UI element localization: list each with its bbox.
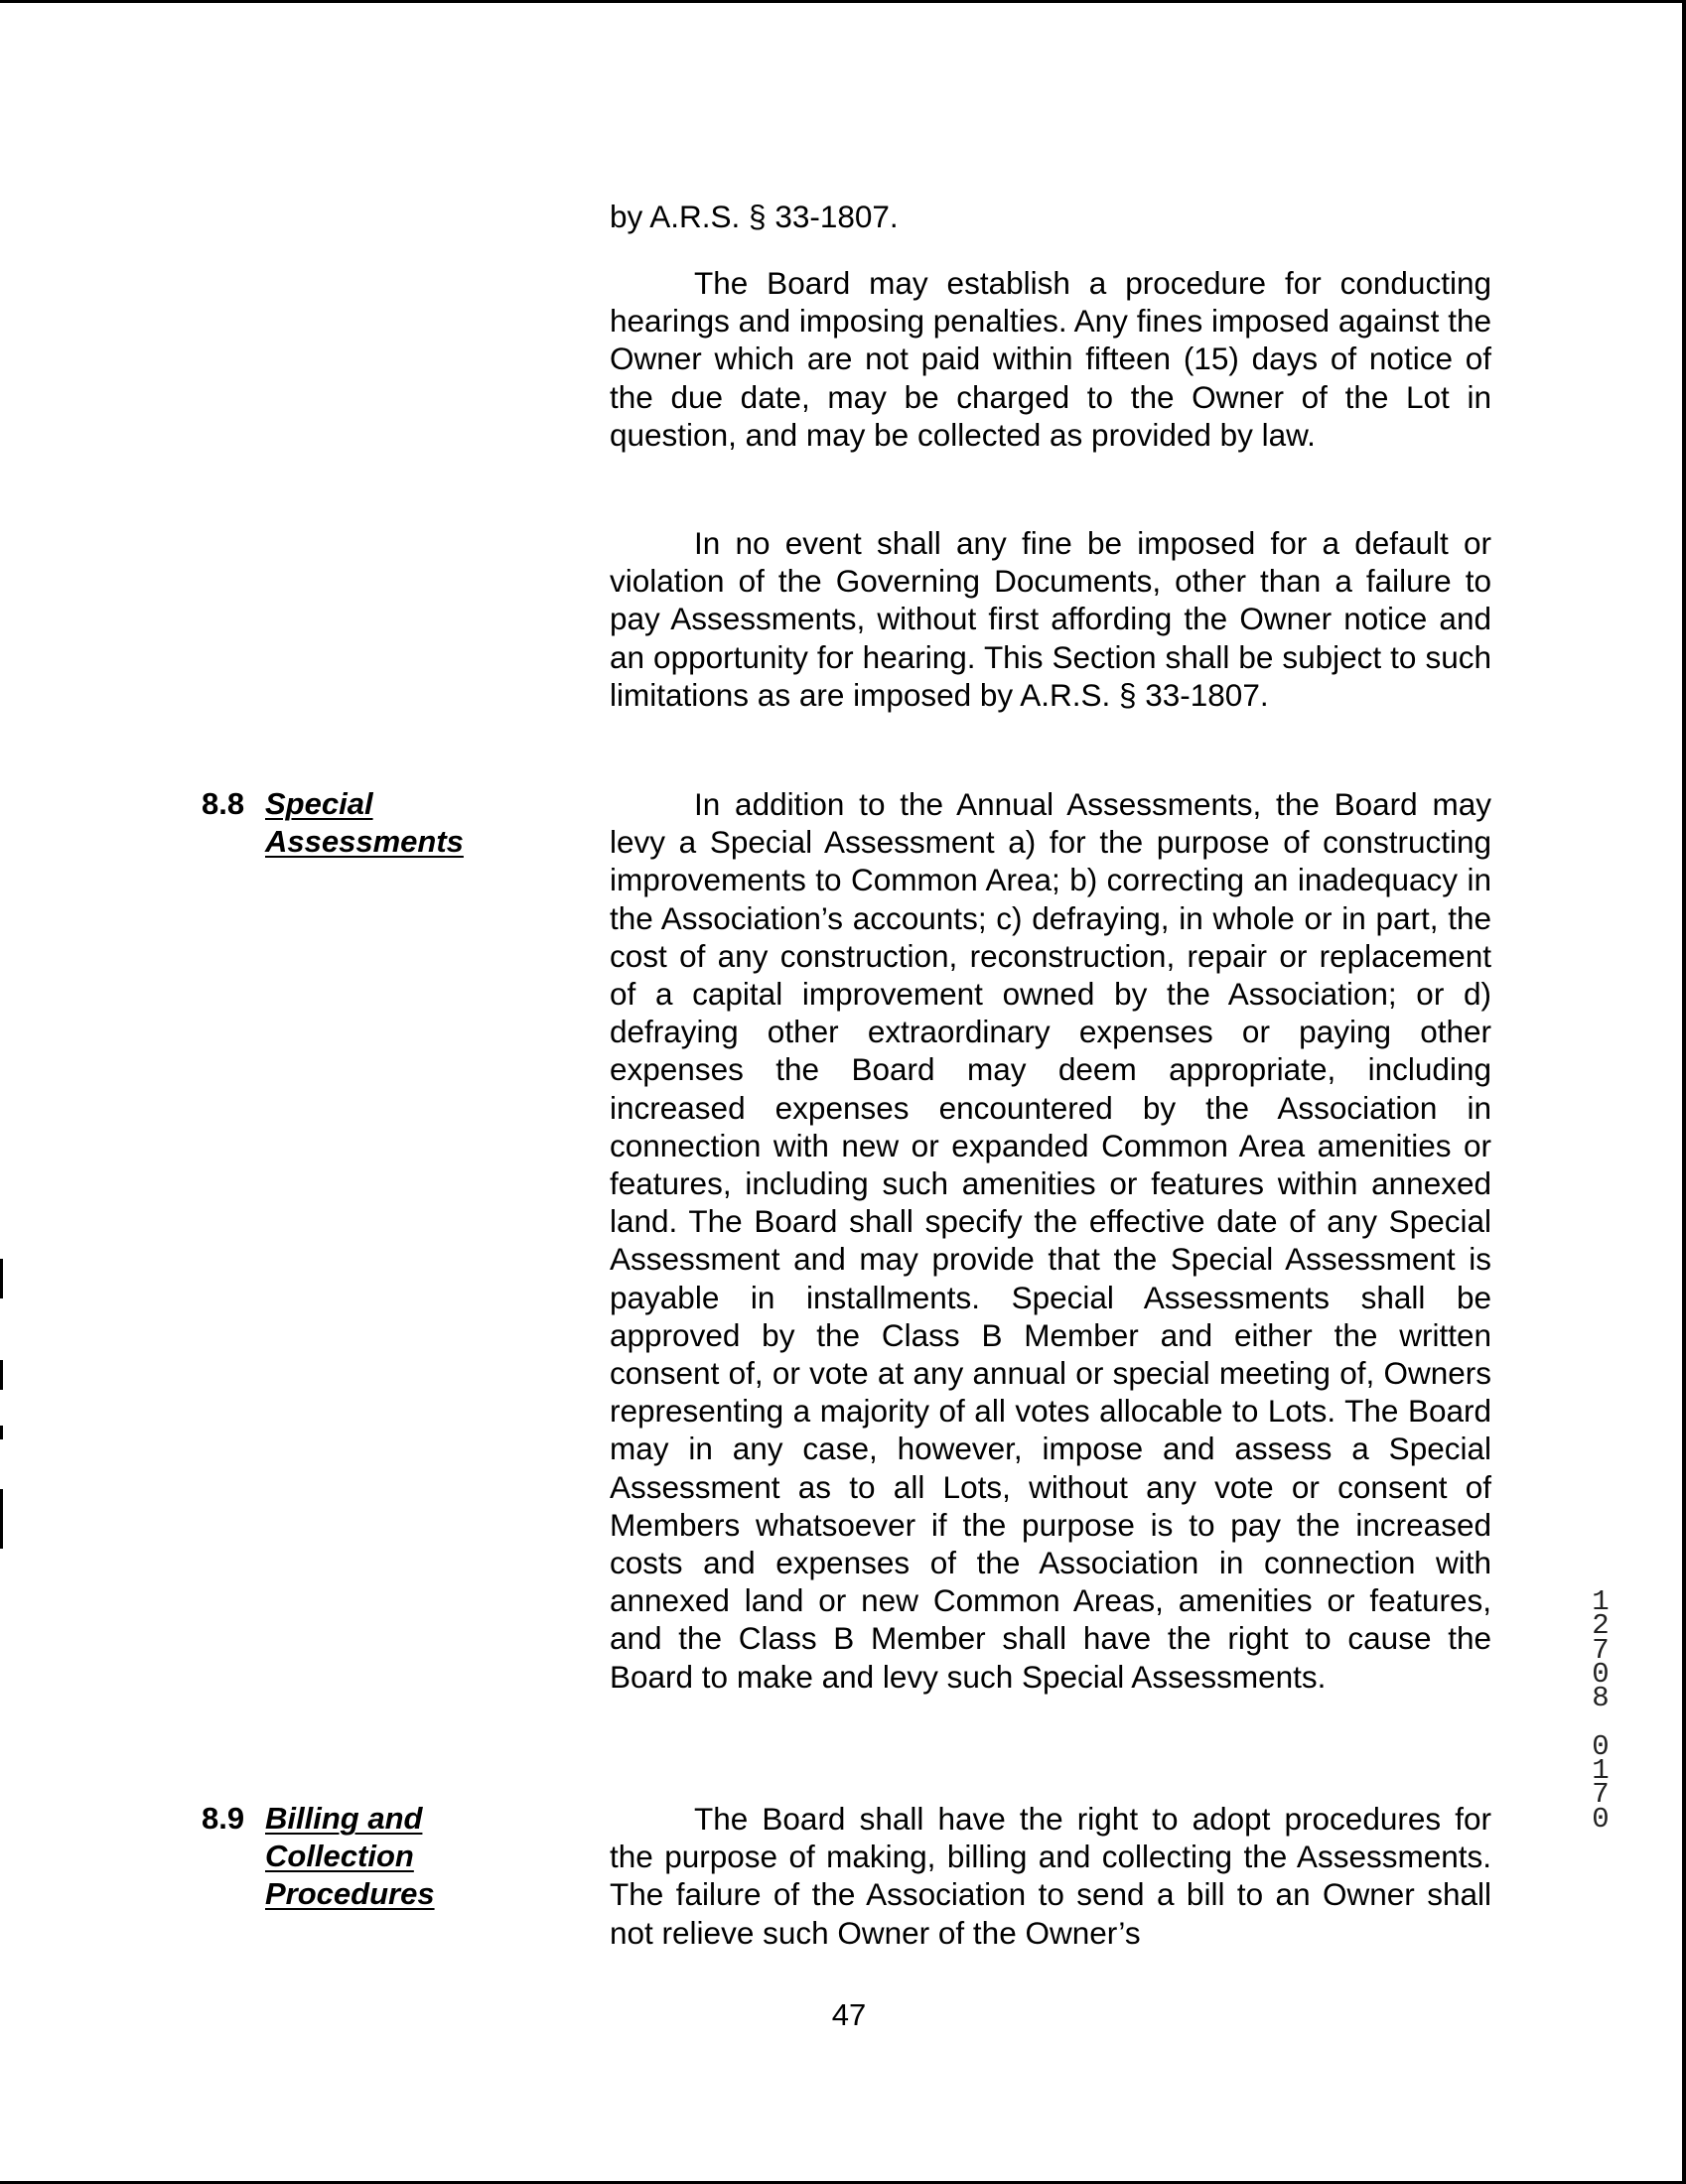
fine-limit-paragraph-block [610, 524, 1491, 714]
paragraph: The Board shall have the right to adopt procedures for the purpose of making, billing and collecting the Assessments. The failure of the Association to send a bill to an Owner shall not relieve such Owner of the Owner’s [610, 1801, 1491, 1951]
section-heading-line: Procedures [265, 1876, 435, 1912]
section-body [610, 785, 1491, 1696]
stamp-digit: 7 [1592, 1633, 1610, 1667]
section-number: 8.8 [202, 786, 245, 821]
stamp-digit: 8 [1592, 1682, 1610, 1715]
section-heading-line: Special [265, 786, 373, 821]
paragraph: The Board may establish a procedure for conducting hearings and imposing penalties. Any fines imposed against the Owner which are not paid within fifteen (15) days of notice of the due date, may be charged to the Owner of the Lot in question, and may be collected as provided by law. [610, 265, 1491, 453]
hearings-paragraph-block [610, 264, 1491, 454]
page-number: 47 [831, 1997, 867, 2032]
section-heading-line: Billing and [265, 1801, 423, 1836]
section-number: 8.9 [202, 1801, 245, 1836]
scan-edge-mark [0, 1360, 3, 1390]
paragraph: In addition to the Annual Assessments, the Board may levy a Special Assessment a) for the purpose of constructing improvements to Common Area; b) correcting an inadequacy in the Association’s accounts; c) defraying, in whole or in part, the cost of any construction, reconstruction, repair or replacement of a capital improvement owned by the Association; or d) defraying other extraordinary expenses or paying other expenses the Board may deem appropriate, including increased expenses encountered by the Association in connection with new or expanded Common Area amenities or features, including such amenities or features within annexed land. The Board shall specify the effective date of any Special Assessment and may provide that the Special Assessment is payable in installments. Special Assessments shall be approved by the Class B Member and either the written consent of, or vote at any annual or special meeting of, Owners representing a majority of all votes allocable to Lots. The Board may in any case, however, impose and assess a Special Assessment as to all Lots, without any vote or consent of Members whatsoever if the purpose is to pay the increased costs and expenses of the Association in connection with annexed land or new Common Areas, amenities or features, and the Class B Member shall have the right to cause the Board to make and levy such Special Assessments. [610, 786, 1491, 1695]
section-heading-line: Collection [265, 1839, 414, 1874]
continuation-text [610, 198, 1491, 235]
scan-edge-mark [0, 1426, 3, 1439]
stamp-digit: 0 [1592, 1729, 1610, 1763]
stamp-digit: 0 [1592, 1802, 1610, 1836]
stamp-digit: 1 [1592, 1585, 1610, 1618]
scan-edge-mark [0, 1259, 3, 1298]
page-border-top [0, 0, 1686, 3]
section-heading-line: Assessments [265, 824, 464, 860]
section-body [610, 1800, 1491, 1952]
stamp-digit: 2 [1592, 1609, 1610, 1643]
section-heading [265, 785, 464, 861]
stamp-digit: 0 [1592, 1657, 1610, 1691]
page-border-right [1682, 0, 1686, 2184]
recording-stamp [1581, 1585, 1620, 1836]
paragraph: by A.R.S. § 33-1807. [610, 199, 899, 234]
scan-edge-mark [0, 1489, 3, 1549]
stamp-digit: 1 [1592, 1754, 1610, 1788]
paragraph: In no event shall any fine be imposed for a default or violation of the Governing Documents, other than a failure to pay Assessments, without first affording the Owner notice and an opportunity for hearing. This Section shall be subject to such limitations as are imposed by A.R.S. § 33-1807. [610, 525, 1491, 713]
section-heading [265, 1800, 435, 1914]
stamp-digit: 7 [1592, 1778, 1610, 1812]
